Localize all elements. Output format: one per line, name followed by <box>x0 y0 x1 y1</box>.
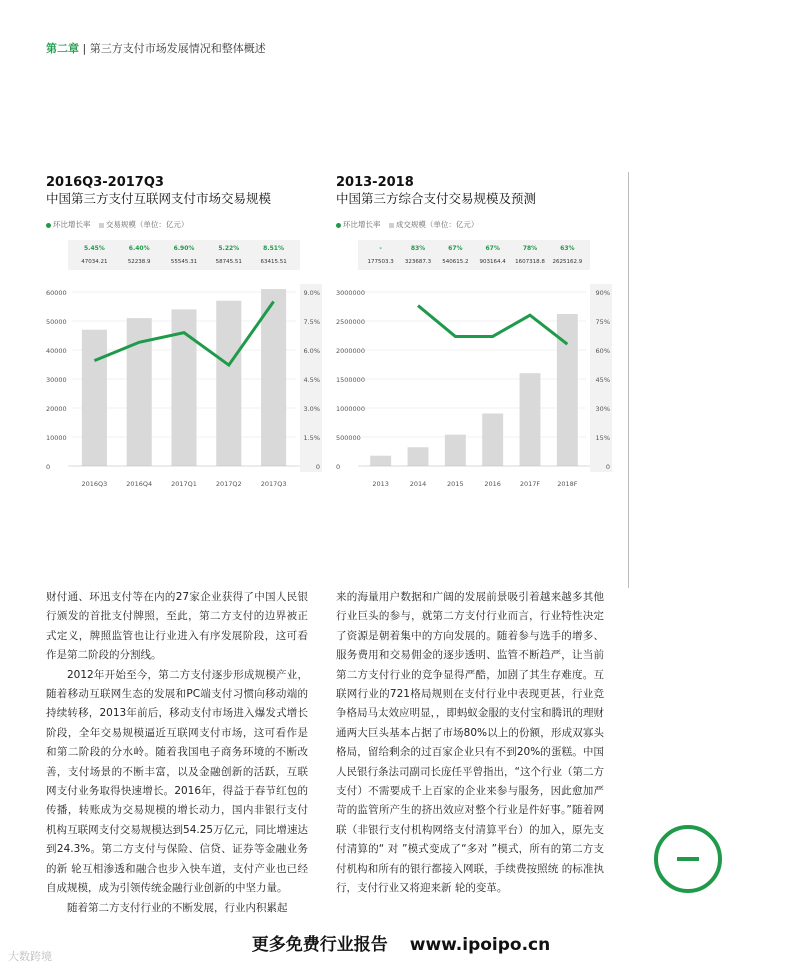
chart1-xtick-label: 2017Q3 <box>260 480 287 488</box>
legend-bar-marker <box>389 223 394 228</box>
chart2 <box>330 236 620 496</box>
chart1-bar <box>82 330 107 466</box>
chart2-rate-label: 67% <box>448 245 463 252</box>
chart1-ytick-label: 30000 <box>46 376 67 384</box>
chart1-ytick-label: 0 <box>46 463 51 471</box>
chart1 <box>40 236 330 496</box>
chart1-ytick-label: 10000 <box>46 434 67 442</box>
chart2-ytick-label: 2500000 <box>336 318 365 326</box>
chart2-ytick-label: 1500000 <box>336 376 365 384</box>
chart1-rate-label: 5.45% <box>83 245 105 252</box>
chart1-legend <box>46 219 188 230</box>
chart1-rate-label: 6.90% <box>173 245 195 252</box>
chart2-bar <box>445 435 466 466</box>
chart1-rate-label: 5.22% <box>218 245 240 252</box>
chart2-rate-label: - <box>379 245 382 252</box>
chart2-ytick-label: 3000000 <box>336 289 365 297</box>
chart2-value-label: 540615.2 <box>442 259 469 265</box>
chart1-value-label: 47034.21 <box>81 259 108 265</box>
footer-text: 更多免费行业报告 <box>251 935 388 955</box>
chart2-label-strip <box>358 240 590 270</box>
paragraph: 来的海量用户数据和广阔的发展前景吸引着越来越多其他行业巨头的参与，就第二方支付行业而言，行业特性决定了资源是朝着集中的方向发展的。随着参与选手的增多、服务费用和交易佣金的逐步透明、监管不断趋严，让当前第二方支付行业的竞争显得严酷，加剧了其生存难度。互联网行业的721格局规则在支付行业中表现更甚，行业竞争格局马太效应明显，，即蚂蚁金服的支付宝和腾讯的理财通两大巨头基本占据了市场80%以上的份额，形成双寡头格局，留给剩余的过百家企业只有不到20%的蛋糕。中国人民银行条法司副司长庞任平曾指出，“这个行业（第二方支付）不需要成千上百家的企业来参与服务，因此愈加严苛的监管所产生的挤出效应对整个行业是件好事。”随着网联（非银行支付机构网络支付清算平台）的加入，原先支付清算的“ 对 ”模式变成了“多对 ”模式，所有的第二方支付机构和所有的银行都接入网联，手续费按照统 的标准执行，支付行业又将迎来新 轮的变革。 <box>336 591 604 895</box>
chart2-xtick-label: 2016 <box>484 480 501 488</box>
chart1-ytick-label: 40000 <box>46 347 67 355</box>
chart2-bar <box>520 373 541 466</box>
chart2-bar <box>482 414 503 466</box>
chart1-xtick-label: 2017Q1 <box>171 480 197 488</box>
body-column-right <box>336 588 604 899</box>
chart1-rate-label: 6.40% <box>128 245 150 252</box>
chapter-header <box>46 40 266 56</box>
chart2-bar <box>370 456 391 466</box>
chart1-title: 中国第三方支付互联网支付市场交易规模 <box>46 191 272 206</box>
chart2-ytick-label: 500000 <box>336 434 361 442</box>
chart2-period: 2013-2018 <box>336 175 414 190</box>
chart2-legend-line: 环比增长率 <box>343 220 381 229</box>
chart1-legend-bar: 交易规模（单位：亿元） <box>105 220 189 229</box>
chart1-xtick-label: 2016Q3 <box>81 480 108 488</box>
chart2-rate-label: 67% <box>485 245 500 252</box>
chart2-y2tick-label: 75% <box>595 318 610 326</box>
paragraph: 2012年开始至今，第二方支付逐步形成规模产业，随着移动互联网生态的发展和PC端支付习惯向移动端的持续转移，2013年前后，移动支付市场进入爆发式增长阶段，全年交易规模逼近互联网支付市场，这可看作是和第二阶段的分水岭。随着我国电子商务环境的不断改善，支付场景的不断丰富，以及金融创新的活跃，互联网支付业务取得快速增长。2016年，得益于春节红包的传播，转账成为交易规模的增长动力，国内非银行支付机构互联网支付交易规模达到54.25万亿元，同比增速达到24.3%。第二方支付与保险、信贷、证券等金融业务的新 轮互相渗透和融合也步入快车道，支付产业也已经自成规模，成为引领传统金融行业创新的中坚力量。 <box>46 668 308 895</box>
chart1-value-label: 58745.51 <box>215 259 242 265</box>
chart2-xtick-label: 2015 <box>447 480 464 488</box>
chart2-legend <box>336 219 478 230</box>
chart1-xtick-label: 2016Q4 <box>126 480 153 488</box>
chart1-period: 2016Q3-2017Q3 <box>46 175 164 190</box>
chapter-title: 第三方支付市场发展情况和整体概述 <box>89 42 266 55</box>
chart2-rate-label: 78% <box>522 245 538 252</box>
chart2-y2tick-label: 90% <box>595 289 610 297</box>
legend-bar-marker <box>99 223 104 228</box>
circle-bar <box>677 857 699 861</box>
chart1-ytick-label: 20000 <box>46 405 67 413</box>
chart1-y2tick-label: 0 <box>315 463 320 471</box>
legend-line-marker <box>46 223 51 228</box>
chart2-ytick-label: 1000000 <box>336 405 365 413</box>
watermark: 大数跨境 <box>8 950 52 963</box>
paragraph: 随着第二方支付行业的不断发展，行业内积累起 <box>67 901 288 914</box>
chart1-y2tick-label: 6.0% <box>303 347 320 355</box>
chart2-xtick-label: 2017F <box>519 480 541 488</box>
chart1-rate-label: 8.51% <box>263 245 285 252</box>
chart2-xtick-label: 2018F <box>557 480 578 488</box>
chart1-y2tick-label: 9.0% <box>303 289 320 297</box>
chart1-legend-line: 环比增长率 <box>53 220 91 229</box>
chart2-ytick-label: 0 <box>336 463 341 471</box>
chart2-value-label: 323687.3 <box>404 259 432 265</box>
chart2-value-label: 1607318.8 <box>515 259 545 265</box>
chart2-y2tick-label: 45% <box>595 376 610 384</box>
chart2-bar <box>408 447 429 466</box>
chart1-value-label: 52238.9 <box>127 259 151 265</box>
chart1-bar <box>216 301 241 466</box>
section-circle-icon <box>654 825 722 893</box>
chart2-value-label: 177503.3 <box>367 259 394 265</box>
chart2-ytick-label: 2000000 <box>336 347 365 355</box>
chart1-y2tick-label: 3.0% <box>303 405 320 413</box>
chart2-y2tick-label: 60% <box>595 347 610 355</box>
chart1-ytick-label: 50000 <box>46 318 67 326</box>
chart2-y2tick-label: 30% <box>595 405 610 413</box>
chapter-separator: | <box>82 42 87 55</box>
divider-line <box>628 172 629 588</box>
chart2-xtick-label: 2013 <box>372 480 389 488</box>
chart1-ytick-label: 60000 <box>46 289 67 297</box>
chart2-y2tick-label: 0 <box>605 463 610 471</box>
footer-url: www.ipoipo.cn <box>409 935 551 955</box>
body-column-left <box>46 588 308 918</box>
chart1-value-label: 63415.51 <box>260 259 287 265</box>
chart2-legend-bar: 成交规模（单位：亿元） <box>395 220 479 229</box>
footer-banner <box>0 930 802 955</box>
chart2-value-label: 903164.4 <box>479 259 506 265</box>
paragraph: 财付通、环迅支付等在内的27家企业获得了中国人民银行颁发的首批支付牌照，至此，第二方支付的边界被正式定义，牌照监管也让行业进入有序发展阶段，这可看作是第二阶段的分割线。 <box>46 591 308 662</box>
chart2-value-label: 2625162.9 <box>552 259 583 265</box>
chart2-rate-label: 63% <box>560 245 575 252</box>
chart1-value-label: 55545.31 <box>170 259 198 265</box>
chart2-y2tick-label: 15% <box>595 434 610 442</box>
legend-line-marker <box>336 223 341 228</box>
chart2-xtick-label: 2014 <box>409 480 427 488</box>
chart1-y2tick-label: 7.5% <box>303 318 320 326</box>
chapter-number: 第二章 <box>46 42 79 55</box>
chart1-y2tick-label: 1.5% <box>303 434 320 442</box>
chart2-rate-label: 83% <box>410 245 426 252</box>
chart2-title: 中国第三方综合支付交易规模及预测 <box>336 191 537 206</box>
chart2-growth-line <box>418 306 567 345</box>
chart1-y2tick-label: 4.5% <box>303 376 320 384</box>
chart1-xtick-label: 2017Q2 <box>215 480 242 488</box>
